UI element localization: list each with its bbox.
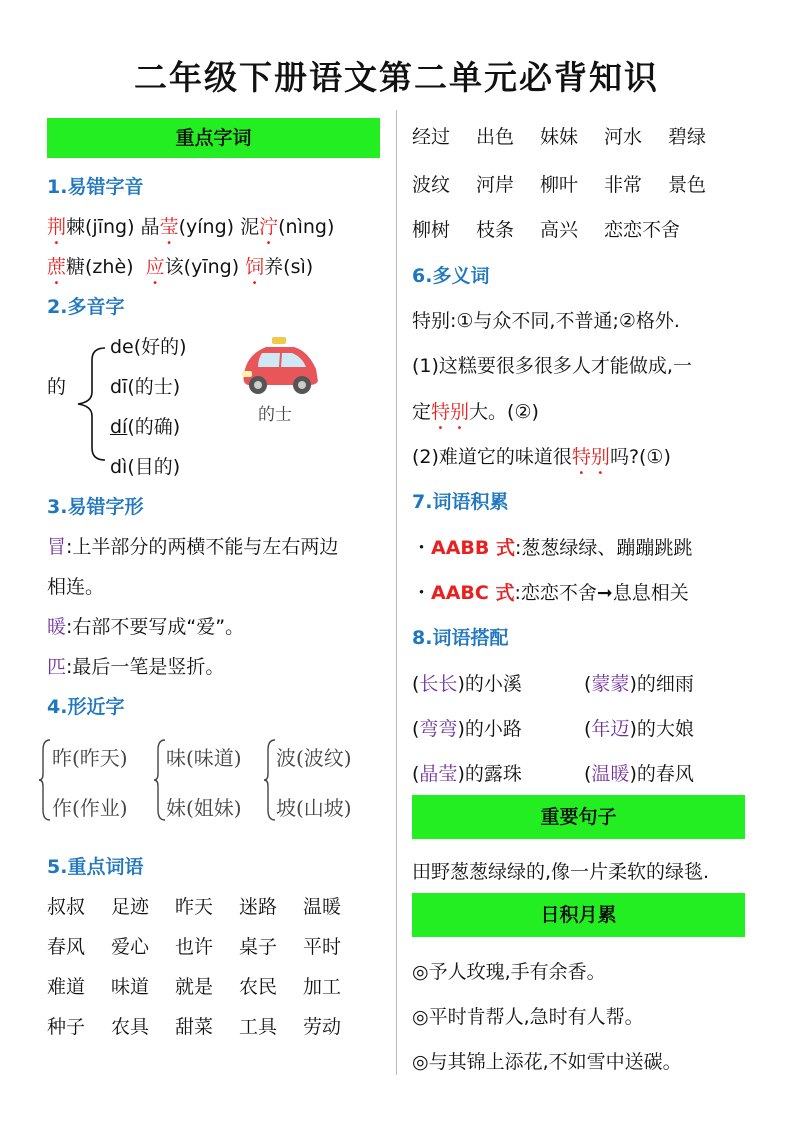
word: 叔叔	[47, 896, 86, 918]
collocation-word: 长长	[419, 673, 458, 695]
pron-rest: 该(yīng)	[164, 256, 240, 278]
bullet: ・	[412, 582, 432, 604]
text: 吗?(①)	[609, 446, 671, 468]
polyphone-reading-3	[110, 412, 180, 439]
pron-char: 莹	[159, 216, 179, 238]
word: 景色	[668, 174, 707, 196]
word: 平时	[303, 936, 342, 958]
text: 定	[412, 401, 432, 423]
word: 枝条	[476, 219, 515, 241]
pron-char: 蔗	[47, 256, 67, 278]
polysemy-example-1: (1)这糕要很多很多人才能做成,一	[412, 355, 692, 377]
similar-word: 坡(山坡)	[276, 796, 352, 820]
word: 碧绿	[668, 126, 707, 148]
text: 的细雨	[636, 673, 694, 695]
pron-char: 荆	[47, 216, 67, 238]
shape-line-4	[47, 652, 224, 679]
word-row	[47, 1012, 367, 1038]
polyphone-reading-1: de(好的)	[110, 336, 187, 358]
word: 农具	[111, 1016, 150, 1038]
word: 爱心	[111, 936, 150, 958]
shape-line-3	[47, 612, 244, 639]
collocation-item: (年迈)的大娘	[584, 718, 694, 740]
daily-quote-3: ◎与其锦上添花,不如雪中送碳。	[412, 1051, 682, 1073]
polyphone-reading-2: dī(的士)	[110, 376, 181, 398]
word: 春风	[47, 936, 86, 958]
collocation-item: (蒙蒙)的细雨	[584, 673, 694, 695]
word: 妹妹	[540, 126, 579, 148]
word-row	[412, 215, 752, 241]
text: 的春风	[636, 763, 694, 785]
bullet: ・	[412, 537, 432, 559]
page-title: 二年级下册语文第二单元必背知识	[134, 58, 659, 97]
word: 柳叶	[540, 174, 579, 196]
polyphone-reading-4: dì(目的)	[110, 456, 181, 478]
pron-pre: 泥	[240, 216, 260, 238]
collocation-word: 弯弯	[419, 718, 458, 740]
pron-pre: 晶	[140, 216, 160, 238]
shape-text: :上半部分的两横不能与左右两边	[66, 536, 339, 558]
collocation-item: (温暖)的春风	[584, 763, 694, 785]
collocation-item: (弯弯)的小路	[412, 718, 522, 740]
word-row	[47, 972, 367, 998]
important-sentence: 田野葱葱绿绿的,像一片柔软的绿毯.	[412, 861, 710, 883]
shape-char: 暖	[47, 616, 67, 638]
pron-char: 应	[145, 256, 165, 278]
pron-rest: (yíng)	[178, 216, 235, 238]
word-row	[412, 170, 752, 196]
pron-rest: 棘(jīng)	[66, 216, 135, 238]
text: (2)难道它的味道很	[412, 446, 572, 468]
collocation-word: 年迈	[591, 718, 630, 740]
word: 恋恋不舍	[604, 219, 681, 241]
text: :葱葱绿绿、蹦蹦跳跳	[515, 537, 693, 559]
word: 出色	[476, 126, 515, 148]
polysemy-example-2	[412, 442, 671, 479]
word: 迷路	[239, 896, 278, 918]
reading-text: (的确)	[127, 416, 181, 438]
shape-char: 匹	[47, 656, 67, 678]
word-row	[47, 892, 367, 918]
similar-brace-2	[153, 738, 167, 822]
heading-key-words: 5.重点词语	[47, 856, 144, 878]
text: 大。(②)	[469, 401, 539, 423]
text: 的小溪	[464, 673, 522, 695]
word: 甜菜	[175, 1016, 214, 1038]
similar-word: 味(味道)	[166, 746, 242, 770]
word: 足迹	[111, 896, 150, 918]
polysemy-definition: 特别:①与众不同,不普通;②格外.	[412, 310, 680, 332]
shape-text: :右部不要写成“爱”。	[66, 616, 245, 638]
word: 工具	[239, 1016, 278, 1038]
text: 的大娘	[636, 718, 694, 740]
collocation-word: 晶莹	[419, 763, 458, 785]
similar-word: 波(波纹)	[276, 746, 352, 770]
word: 经过	[412, 126, 451, 148]
polyphone-brace	[70, 340, 110, 468]
heading-polysemy: 6.多义词	[412, 265, 490, 287]
daily-quote-2: ◎平时肯帮人,急时有人帮。	[412, 1006, 644, 1028]
word: 难道	[47, 976, 86, 998]
daily-quote-1: ◎予人玫瑰,手有余香。	[412, 961, 606, 983]
word: 波纹	[412, 174, 451, 196]
section-key-words: 重点字词	[47, 118, 380, 158]
heading-collocation: 8.词语搭配	[412, 627, 509, 649]
word: 温暖	[303, 896, 342, 918]
similar-word: 昨(昨天)	[52, 746, 128, 770]
word: 河水	[604, 126, 643, 148]
heading-pronunciation: 1.易错字音	[47, 176, 144, 198]
text: 的小路	[464, 718, 522, 740]
word: 种子	[47, 1016, 86, 1038]
collocation-word: 蒙蒙	[591, 673, 630, 695]
collocation-word: 温暖	[591, 763, 630, 785]
accumulation-line-2	[412, 578, 689, 605]
pron-row-1	[47, 212, 334, 249]
text: :恋恋不舍➞息息相关	[514, 582, 689, 604]
word: 也许	[175, 936, 214, 958]
similar-word: 作(作业)	[52, 796, 128, 820]
highlight-word: 特别	[431, 401, 470, 423]
word: 昨天	[175, 896, 214, 918]
heading-similar-chars: 4.形近字	[47, 696, 125, 718]
text: 的露珠	[464, 763, 522, 785]
pron-char: 饲	[245, 256, 265, 278]
underlined-pinyin: dí	[110, 416, 128, 438]
word: 高兴	[540, 219, 579, 241]
word: 味道	[111, 976, 150, 998]
similar-word: 妹(姐妹)	[166, 796, 242, 820]
section-daily-accumulation: 日积月累	[412, 893, 745, 937]
taxi-car-icon	[236, 335, 322, 397]
polyphone-char: 的	[47, 376, 67, 398]
taxi-caption: 的士	[258, 405, 292, 425]
word: 加工	[303, 976, 342, 998]
word: 河岸	[476, 174, 515, 196]
collocation-item: (长长)的小溪	[412, 673, 522, 695]
pattern-tag: AABC 式	[431, 582, 515, 604]
heading-char-shape: 3.易错字形	[47, 496, 144, 518]
word-row	[412, 122, 752, 148]
word: 劳动	[303, 1016, 342, 1038]
shape-line-2: 相连。	[47, 576, 105, 598]
heading-polyphone: 2.多音字	[47, 296, 125, 318]
heading-accumulation: 7.词语积累	[412, 491, 509, 513]
pattern-tag: AABB 式	[431, 537, 516, 559]
shape-text: :最后一笔是竖折。	[66, 656, 225, 678]
polysemy-example-1-cont	[412, 397, 539, 434]
pron-rest: 养(sì)	[264, 256, 314, 278]
pron-char: 泞	[259, 216, 279, 238]
word: 农民	[239, 976, 278, 998]
accumulation-line-1	[412, 533, 692, 560]
word: 桌子	[239, 936, 278, 958]
word: 就是	[175, 976, 214, 998]
similar-brace-3	[263, 738, 277, 822]
word-row	[47, 932, 367, 958]
word: 柳树	[412, 219, 451, 241]
shape-char: 冒	[47, 536, 67, 558]
section-important-sentence: 重要句子	[412, 795, 745, 839]
highlight-word: 特别	[571, 446, 610, 468]
pron-row-2	[47, 252, 313, 289]
shape-line-1	[47, 532, 338, 559]
similar-brace-1	[38, 738, 52, 822]
word: 非常	[604, 174, 643, 196]
collocation-item: (晶莹)的露珠	[412, 763, 522, 785]
pron-rest: (nìng)	[278, 216, 335, 238]
pron-rest: 糖(zhè)	[66, 256, 134, 278]
column-divider	[396, 110, 397, 1075]
